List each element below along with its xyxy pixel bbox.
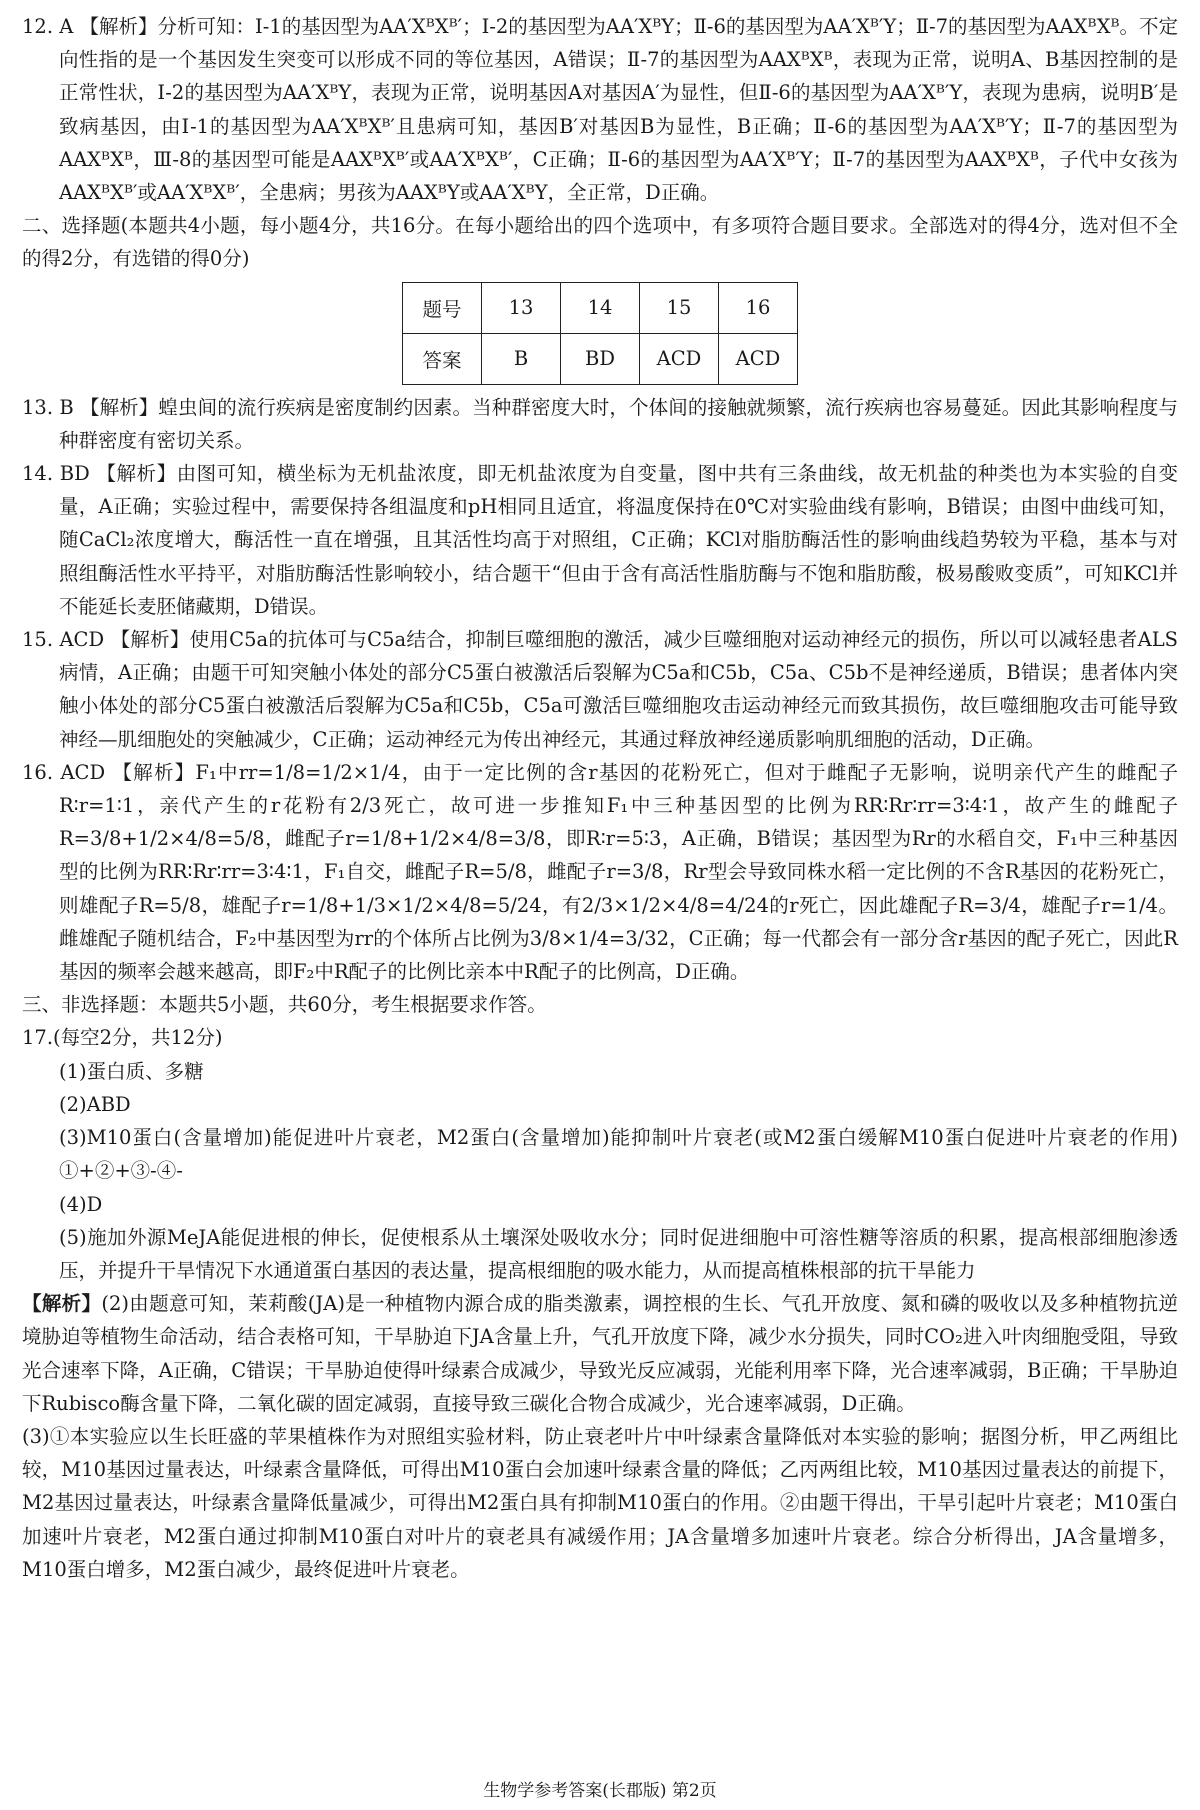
answer-17-2: (2)ABD (59, 1092, 131, 1116)
analysis-17-3: (3)①本实验应以生长旺盛的苹果植株作为对照组实验材料，防止衰老叶片中叶绿素含量降低对本实验的影响；据图分析，甲乙两组比较，M10基因过量表达，叶绿素含量降低，可得出M10蛋白会加速叶绿素含量的降低；乙丙两组比较，M10基因过量表达的前提下，M2基因过量表达，叶绿素含量降低量减少，可得出M2蛋白具有抑制M10蛋白的作用。②由题干得出，干旱引起叶片衰老；M10蛋白加速叶片衰老，M2蛋白通过抑制M10蛋白对叶片的衰老具有减缓作用；JA含量增多加速叶片衰老。综合分析得出，JA含量增多，M10蛋白增多，M2蛋白减少，最终促进叶片衰老。 (22, 1424, 1178, 1581)
table-cell: 13 (482, 282, 561, 333)
answer-14: 14. BD 【解析】由图可知，横坐标为无机盐浓度，即无机盐浓度为自变量，图中共有三条曲线，故无机盐的种类也为本实验的自变量，A正确；实验过程中，需要保持各组温度和pH相同且适宜，将温度保持在0℃对实验曲线有影响，B错误；由图中曲线可知，随CaCl₂浓度增大，酶活性一直在增强，且其活性均高于对照组，C正确；KCl对脂肪酶活性的影响曲线趋势较为平稳，基本与对照组酶活性水平持平，对脂肪酶活性影响较小，结合题干“但由于含有高活性脂肪酶与不饱和脂肪酸，极易酸败变质”，可知KCl并不能延长麦胚储藏期，D错误。 (22, 462, 1178, 618)
answer-17-3: (3)M10蛋白(含量增加)能促进叶片衰老，M2蛋白(含量增加)能抑制叶片衰老(或M2蛋白缓解M10蛋白促进叶片衰老的作用) ①+②+③-④- (59, 1126, 1178, 1183)
answer-table (402, 282, 798, 385)
table-cell: 答案 (403, 333, 482, 384)
answer-17-1: (1)蛋白质、多糖 (59, 1059, 204, 1083)
table-cell: 14 (561, 282, 640, 333)
page-footer: 生物学参考答案(长郡版) 第2页 (483, 1781, 717, 1801)
answer-17-4: (4)D (59, 1192, 103, 1216)
table-row (403, 282, 798, 333)
answer-page (22, 10, 1178, 1586)
table-cell: ACD (640, 333, 719, 384)
analysis-17-2-text: (2)由题意可知，茉莉酸(JA)是一种植物内源合成的脂类激素，调控根的生长、气孔开放度、氮和磷的吸收以及多种植物抗逆境胁迫等植物生命活动，结合表格可知，干旱胁迫下JA含量上升，气孔开放度下降，减少水分损失，同时CO₂进入叶肉细胞受阻，导致光合速率下降，A正确，C错误；干旱胁迫使得叶绿素合成减少，导致光反应减弱，光能利用率下降，光合速率减弱，B正确；干旱胁迫下Rubisco酶含量下降，二氧化碳的固定减弱，直接导致三碳化合物合成减少，光合速率减弱，D正确。 (22, 1292, 1178, 1415)
answer-12: 12. A 【解析】分析可知：Ⅰ-1的基因型为AA′XᴮXᴮ′；Ⅰ-2的基因型为AA′XᴮY；Ⅱ-6的基因型为AA′Xᴮ′Y；Ⅱ-7的基因型为AAXᴮXᴮ。不定向性指的是一个基因发生突变可以形成不同的等位基因，A错误；Ⅱ-7的基因型为AAXᴮXᴮ，表现为正常，说明A、B基因控制的是正常性状，Ⅰ-2的基因型为AA′XᴮY，表现为正常，说明基因A对基因A′为显性，但Ⅱ-6的基因型为AA′Xᴮ′Y，表现为患病，说明B′是致病基因，由Ⅰ-1的基因型为AA′XᴮXᴮ′且患病可知，基因B′对基因B为显性，B正确；Ⅱ-6的基因型为AA′Xᴮ′Y；Ⅱ-7的基因型为AAXᴮXᴮ，Ⅲ-8的基因型可能是AAXᴮXᴮ′或AA′XᴮXᴮ′，C正确；Ⅱ-6的基因型为AA′Xᴮ′Y；Ⅱ-7的基因型为AAXᴮXᴮ，子代中女孩为AAXᴮXᴮ′或AA′XᴮXᴮ′，全患病；男孩为AAXᴮY或AA′XᴮY，全正常，D正确。 (22, 15, 1178, 205)
answer-17-heading: 17.(每空2分，共12分) (22, 1026, 223, 1050)
answer-16: 16. ACD 【解析】F₁中rr=1/8=1/2×1/4，由于一定比例的含r基因的花粉死亡，但对于雌配子无影响，说明亲代产生的雌配子R∶r=1∶1，亲代产生的r花粉有2/3死亡，故可进一步推知F₁中三种基因型的比例为RR∶Rr∶rr=3∶4∶1，故产生的雌配子R=3/8+1/2×4/8=5/8，雌配子r=1/8+1/2×4/8=3/8，即R∶r=5∶3，A正确，B错误；基因型为Rr的水稻自交，F₁中三种基因型的比例为RR∶Rr∶rr=3∶4∶1，F₁自交，雌配子R=5/8，雌配子r=3/8，Rr型会导致同株水稻一定比例的不含R基因的花粉死亡，则雄配子R=5/8，雄配子r=1/8+1/3×1/2×4/8=5/24，有2/3×1/2×4/8=4/24的r死亡，因此雄配子R=3/4，雄配子r=1/4。雌雄配子随机结合，F₂中基因型为rr的个体所占比例为3/8×1/4=3/32，C正确；每一代都会有一部分含r基因的配子死亡，因此R基因的频率会越来越高，即F₂中R配子的比例比亲本中R配子的比例高，D正确。 (22, 760, 1178, 984)
section-3-heading: 三、非选择题：本题共5小题，共60分，考生根据要求作答。 (22, 993, 547, 1017)
answer-15: 15. ACD 【解析】使用C5a的抗体可与C5a结合，抑制巨噬细胞的激活，减少巨噬细胞对运动神经元的损伤，所以可以减轻患者ALS病情，A正确；由题干可知突触小体处的部分C5蛋白被激活后裂解为C5a和C5b，C5a、C5b不是神经递质，B错误；患者体内突触小体处的部分C5蛋白被激活后裂解为C5a和C5b，C5a可激活巨噬细胞攻击运动神经元而致其损伤，故巨噬细胞攻击可能导致神经—肌细胞处的突触减少，C正确；运动神经元为传出神经元，其通过释放神经递质影响肌细胞的活动，D正确。 (22, 628, 1178, 751)
analysis-17-2 (22, 1287, 1178, 1420)
answer-13: 13. B 【解析】蝗虫间的流行疾病是密度制约因素。当种群密度大时，个体间的接触就频繁，流行疾病也容易蔓延。因此其影响程度与种群密度有密切关系。 (22, 395, 1178, 452)
table-cell: BD (561, 333, 640, 384)
table-cell: B (482, 333, 561, 384)
table-cell: 16 (719, 282, 798, 333)
table-row (403, 333, 798, 384)
answer-17-5: (5)施加外源MeJA能促进根的伸长，促使根系从土壤深处吸收水分；同时促进细胞中可溶性糖等溶质的积累，提高根部细胞渗透压，并提升干旱情况下水通道蛋白基因的表达量，提高根细胞的吸水能力，从而提高植株根部的抗干旱能力 (59, 1225, 1178, 1282)
table-cell: ACD (719, 333, 798, 384)
table-cell: 15 (640, 282, 719, 333)
analysis-label: 【解析】 (22, 1292, 102, 1316)
table-cell: 题号 (403, 282, 482, 333)
section-2-heading: 二、选择题(本题共4小题，每小题4分，共16分。在每小题给出的四个选项中，有多项符合题目要求。全部选对的得4分，选对但不全的得2分，有选错的得0分) (22, 214, 1178, 271)
